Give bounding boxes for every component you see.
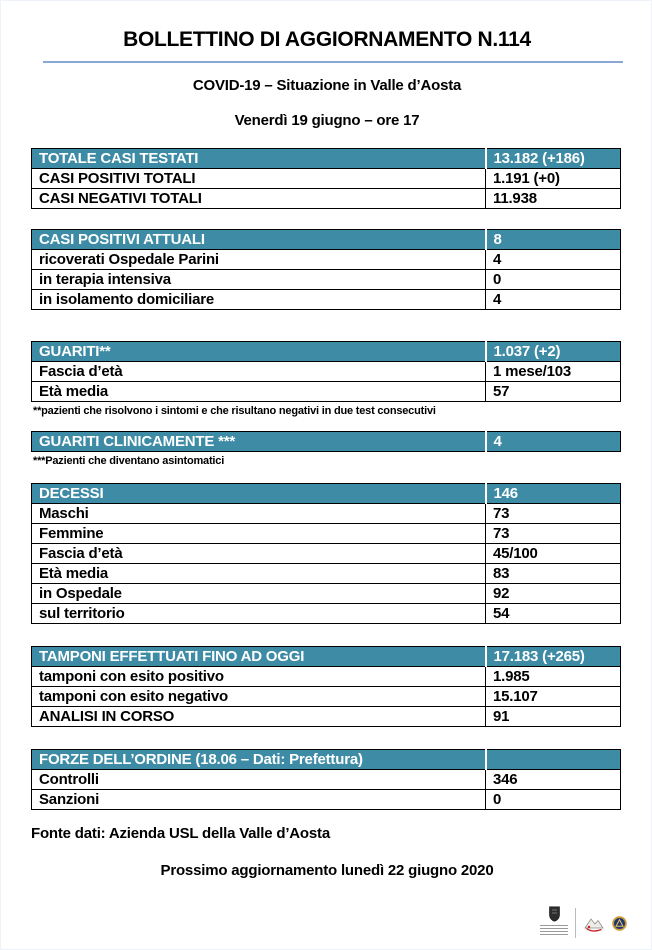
table-row xyxy=(32,564,621,584)
guariti-footnote: **pazienti che risolvono i sintomi e che risultano negativi in due test consecutivi xyxy=(33,405,436,417)
title-underline xyxy=(43,61,623,63)
table-header-row xyxy=(32,149,621,169)
row-label: ricoverati Ospedale Parini xyxy=(32,250,486,270)
header-value xyxy=(486,750,621,770)
header-label: GUARITI CLINICAMENTE *** xyxy=(32,432,486,452)
table-row xyxy=(32,504,621,524)
protezione-civile-logo-icon xyxy=(612,916,627,931)
row-value: 91 xyxy=(486,707,621,727)
table-row xyxy=(32,189,621,209)
row-value: 1.985 xyxy=(486,667,621,687)
table-casi-positivi-attuali xyxy=(31,229,621,310)
row-label: in terapia intensiva xyxy=(32,270,486,290)
header-label: DECESSI xyxy=(32,484,486,504)
row-label: tamponi con esito negativo xyxy=(32,687,486,707)
row-label: Sanzioni xyxy=(32,790,486,810)
table-guariti xyxy=(31,341,621,402)
header-value: 1.037 (+2) xyxy=(486,342,621,362)
row-label: Fascia d’età xyxy=(32,544,486,564)
row-value: 4 xyxy=(486,250,621,270)
table-row xyxy=(32,584,621,604)
header-label: FORZE DELL’ORDINE (18.06 – Dati: Prefettura) xyxy=(32,750,486,770)
table-row xyxy=(32,524,621,544)
table-row xyxy=(32,290,621,310)
table-header-row xyxy=(32,484,621,504)
table-decessi xyxy=(31,483,621,624)
table-row xyxy=(32,604,621,624)
row-value: 1 mese/103 xyxy=(486,362,621,382)
row-label: in Ospedale xyxy=(32,584,486,604)
row-value: 0 xyxy=(486,790,621,810)
table-row xyxy=(32,770,621,790)
row-label: tamponi con esito positivo xyxy=(32,667,486,687)
guariti-clinicamente-footnote: ***Pazienti che diventano asintomatici xyxy=(33,455,225,467)
footer-logos xyxy=(540,906,627,938)
header-value: 146 xyxy=(486,484,621,504)
row-value: 4 xyxy=(486,290,621,310)
table-row xyxy=(32,169,621,189)
table-guariti-clinicamente xyxy=(31,431,621,452)
page-subtitle: COVID-19 – Situazione in Valle d’Aosta xyxy=(192,77,462,94)
table-header-row xyxy=(32,342,621,362)
next-update-line: Prossimo aggiornamento lunedì 22 giugno 2020 xyxy=(160,862,494,879)
page-title: BOLLETTINO DI AGGIORNAMENTO N.114 xyxy=(123,28,531,51)
table-forze-dellordine xyxy=(31,749,621,810)
table-header-row xyxy=(32,750,621,770)
row-label: sul territorio xyxy=(32,604,486,624)
row-value: 15.107 xyxy=(486,687,621,707)
header-value: 8 xyxy=(486,230,621,250)
row-value: 83 xyxy=(486,564,621,584)
row-value: 11.938 xyxy=(486,189,621,209)
row-label: Femmine xyxy=(32,524,486,544)
header-value: 13.182 (+186) xyxy=(486,149,621,169)
row-label: Maschi xyxy=(32,504,486,524)
row-label: Età media xyxy=(32,564,486,584)
crest-caption-lines xyxy=(540,923,568,935)
data-source-line: Fonte dati: Azienda USL della Valle d’Aosta xyxy=(31,825,330,842)
table-header-row xyxy=(32,230,621,250)
row-value: 54 xyxy=(486,604,621,624)
row-value: 73 xyxy=(486,524,621,544)
row-label: CASI NEGATIVI TOTALI xyxy=(32,189,486,209)
logo-divider xyxy=(575,908,576,938)
table-row xyxy=(32,362,621,382)
header-label: TOTALE CASI TESTATI xyxy=(32,149,486,169)
row-label: Età media xyxy=(32,382,486,402)
table-totale-casi-testati xyxy=(31,148,621,209)
table-row xyxy=(32,667,621,687)
header-value: 17.183 (+265) xyxy=(486,647,621,667)
usl-valle-daosta-logo-icon xyxy=(583,916,605,933)
row-value: 73 xyxy=(486,504,621,524)
header-label: GUARITI** xyxy=(32,342,486,362)
row-label: Controlli xyxy=(32,770,486,790)
table-row xyxy=(32,250,621,270)
row-label: ANALISI IN CORSO xyxy=(32,707,486,727)
table-row xyxy=(32,790,621,810)
table-header-row xyxy=(32,647,621,667)
table-header-row xyxy=(32,432,621,452)
table-row xyxy=(32,687,621,707)
row-value: 0 xyxy=(486,270,621,290)
date-line: Venerdì 19 giugno – ore 17 xyxy=(234,112,420,129)
row-label: Fascia d’età xyxy=(32,362,486,382)
header-value: 4 xyxy=(486,432,621,452)
table-row xyxy=(32,707,621,727)
row-value: 57 xyxy=(486,382,621,402)
row-label: in isolamento domiciliare xyxy=(32,290,486,310)
regione-valle-daosta-crest-icon xyxy=(540,906,568,935)
header-label: TAMPONI EFFETTUATI FINO AD OGGI xyxy=(32,647,486,667)
header-label: CASI POSITIVI ATTUALI xyxy=(32,230,486,250)
table-row xyxy=(32,270,621,290)
row-value: 1.191 (+0) xyxy=(486,169,621,189)
row-value: 346 xyxy=(486,770,621,790)
row-value: 92 xyxy=(486,584,621,604)
table-row xyxy=(32,382,621,402)
table-row xyxy=(32,544,621,564)
row-label: CASI POSITIVI TOTALI xyxy=(32,169,486,189)
table-tamponi xyxy=(31,646,621,727)
row-value: 45/100 xyxy=(486,544,621,564)
